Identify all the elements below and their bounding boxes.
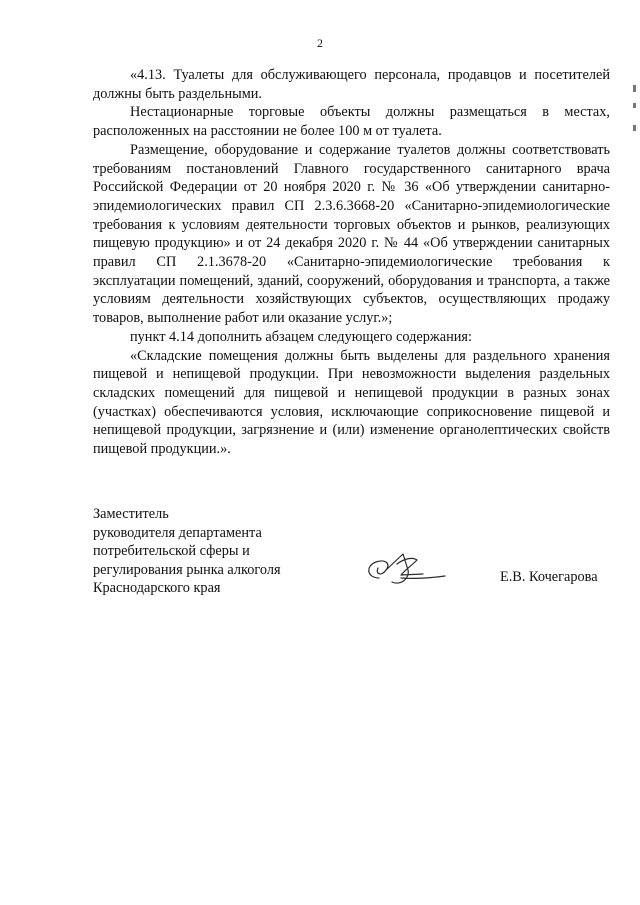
scan-edge-marks: [631, 85, 637, 140]
paragraph-4-13: «4.13. Туалеты для обслуживающего персонала, продавцов и посетителей должны быть раздельными.: [93, 67, 610, 102]
signer-title-line: Заместитель: [93, 506, 169, 522]
signer-title-line: регулирования рынка алкоголя: [93, 561, 281, 578]
paragraph-toilet-requirements: Размещение, оборудование и содержание туалетов должны соответствовать требованиям постановлений Главного государственного санитарного врача Российской Федерации от 20 ноября 2020 г. № 36 «Об утверждении санитарно-эпидемиологических правил СП 2.3.6.3668-20 «Санитарно-эпидемиологические требования к условиям деятельности торговых объектов и рынков, реализующих пищевую продукцию» и от 24 декабря 2020 г. № 44 «Об утверждении санитарных правил СП 2.1.3678-20 «Санитарно-эпидемиологические требования к эксплуатации помещений, зданий, сооружений, оборудования и транспорта, а также условиям деятельности хозяйствующих субъектов, осуществляющих продажу товаров, выполнение работ или оказание услуг.»;: [93, 141, 610, 327]
paragraph-kiosk-placement: Нестационарные торговые объекты должны размещаться в местах, расположенных на расстоянии не более 100 м от туалета.: [93, 104, 610, 140]
paragraph-4-14-intro: пункт 4.14 дополнить абзацем следующего содержания:: [130, 328, 472, 345]
signer-title-line: Краснодарского края: [93, 580, 221, 597]
paragraph-storage-rooms: «Складские помещения должны быть выделены для раздельного хранения пищевой и непищевой продукции. При невозможности выделения раздельных складских помещений для пищевой и непищевой продукции в разных зонах (участках) обеспечиваются условия, исключающие соприкосновение пищевой и непищевой продукции, загрязнение и (или) изменение органолептических свойств пищевой продукции.».: [93, 347, 610, 458]
signer-name: Е.В. Кочегарова: [500, 569, 598, 585]
page-number: 2: [317, 36, 323, 50]
document-body: [93, 66, 610, 459]
signature-block: [93, 505, 613, 595]
signer-title-line: потребительской сферы и: [93, 543, 250, 560]
signer-title-line: руководителя департамента: [93, 524, 262, 541]
handwritten-signature: [361, 548, 456, 590]
